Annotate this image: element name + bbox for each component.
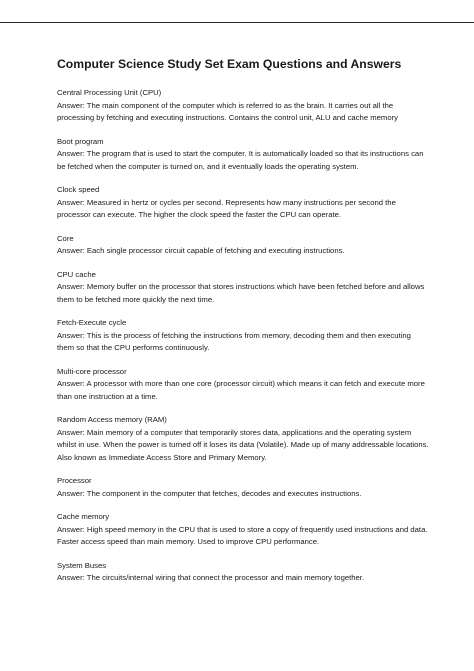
entry-term: Core	[57, 233, 74, 243]
qa-entry	[57, 414, 429, 464]
entry-term: Random Access memory (RAM)	[57, 415, 167, 424]
qa-entry	[57, 475, 429, 500]
entry-answer: Answer: The circuits/internal wiring that connect the processor and main memory together.	[57, 573, 365, 582]
qa-entry	[57, 560, 429, 585]
entry-term: Multi-core processor	[57, 366, 127, 376]
header-rule	[0, 22, 474, 23]
document-title: Computer Science Study Set Exam Questions and Answers	[57, 57, 402, 71]
entry-answer: Answer: Each single processor circuit capable of fetching and executing instructions.	[57, 246, 345, 255]
qa-entry	[57, 366, 429, 404]
entry-term: Boot program	[57, 136, 104, 146]
entry-term: Central Processing Unit (CPU)	[57, 88, 162, 97]
entry-answer: Answer: Memory buffer on the processor that stores instructions which have been fetched before and allows them to be fetched more quickly the next time.	[57, 282, 425, 304]
entry-answer: Answer: High speed memory in the CPU that is used to store a copy of frequently used instructions and data. Faster access speed than main memory. Used to improve CPU performance.	[57, 524, 428, 546]
entry-term: Cache memory	[57, 512, 110, 521]
entry-term: Processor	[57, 476, 92, 485]
entry-answer: Answer: The component in the computer that fetches, decodes and executes instructions.	[57, 488, 362, 498]
qa-entry	[57, 136, 429, 174]
entry-term: System Buses	[57, 560, 107, 570]
entry-answer: Answer: The main component of the computer which is referred to as the brain. It carries out all the processing by fetching and executing instructions. Contains the control unit, ALU and cache memory	[57, 100, 399, 122]
entry-term: Fetch-Execute cycle	[57, 318, 127, 327]
qa-entry	[57, 184, 429, 222]
qa-entry	[57, 87, 429, 125]
entry-answer: Answer: Measured in hertz or cycles per second. Represents how many instructions per second the processor can execute. The higher the clock speed the faster the CPU can operate.	[57, 197, 396, 219]
qa-entry	[57, 317, 429, 355]
entry-term: CPU cache	[57, 269, 96, 279]
entry-term: Clock speed	[57, 185, 100, 194]
entry-answer: Answer: A processor with more than one core (processor circuit) which means it can fetch and execute more than one instruction at a time.	[57, 379, 425, 401]
entry-answer: Answer: Main memory of a computer that temporarily stores data, applications and the operating system whilst in use. When the power is turned off it loses its data (Volatile). Made up of many addressable locations. Also known as Immediate Access Store and Primary Memory.	[57, 427, 429, 462]
qa-entry	[57, 511, 429, 549]
entry-answer: Answer: This is the process of fetching the instructions from memory, decoding them and then executing them so that the CPU performs continuously.	[57, 330, 411, 352]
qa-entry	[57, 233, 429, 258]
entry-answer: Answer: The program that is used to start the computer. It is automatically loaded so that its instructions can be fetched when the computer is turned on, and it eventually loads the operating system.	[57, 149, 424, 171]
qa-entry	[57, 269, 429, 307]
document-body	[57, 57, 429, 596]
